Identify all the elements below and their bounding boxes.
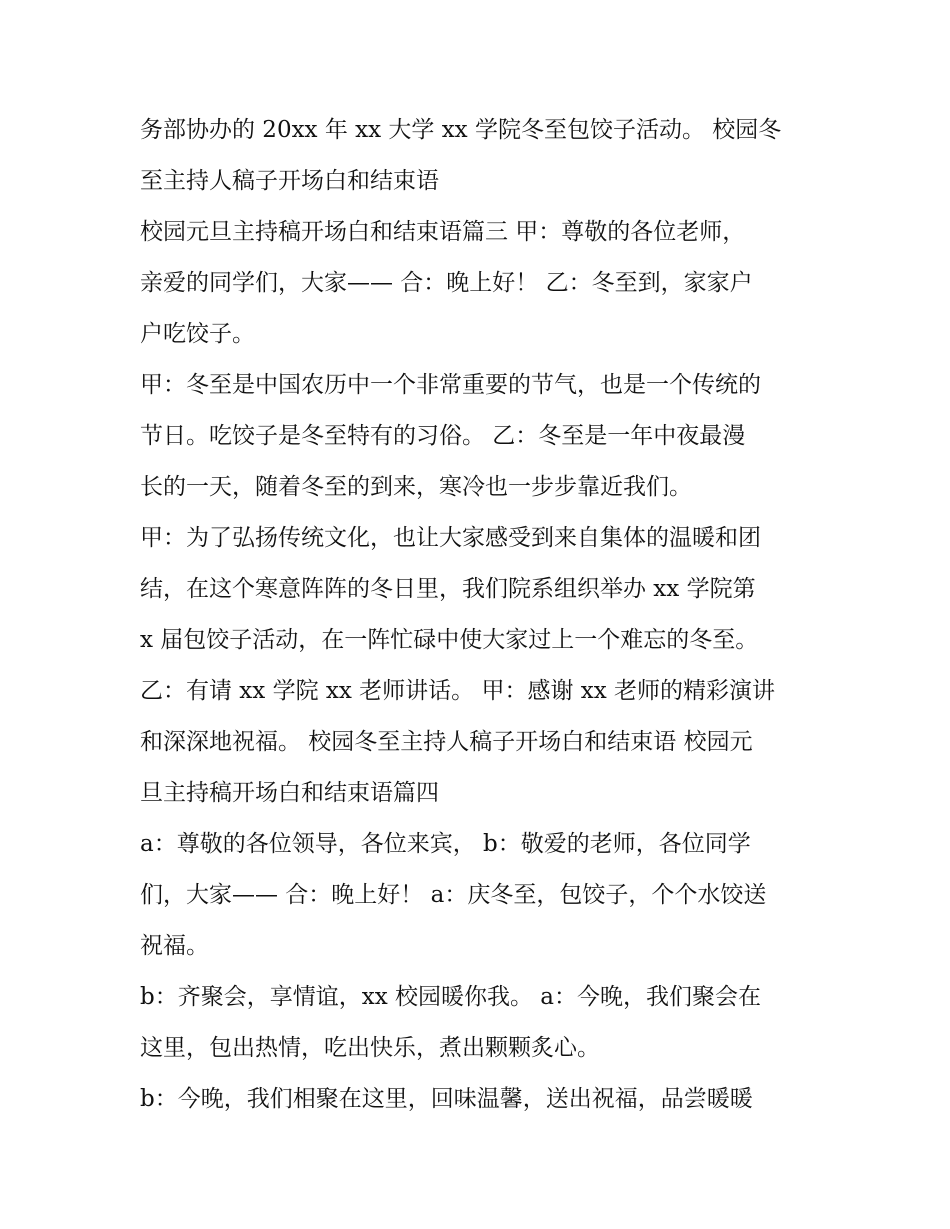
text-line: a：尊敬的各位领导，各位来宾， b：敬爱的老师，各位同学 bbox=[140, 831, 751, 857]
text-line: 甲：冬至是中国农历中一个非常重要的节气，也是一个传统的 bbox=[140, 372, 761, 398]
text-line: 祝福。 bbox=[140, 933, 209, 959]
text-line: b：今晚，我们相聚在这里，回味温馨，送出祝福，品尝暖暖 bbox=[140, 1086, 753, 1112]
text-line: x 届包饺子活动，在一阵忙碌中使大家过上一个难忘的冬至。 bbox=[140, 627, 759, 653]
text-line: 们，大家—— 合：晚上好！ a：庆冬至，包饺子，个个水饺送 bbox=[140, 882, 767, 908]
document-body bbox=[140, 105, 820, 1125]
text-line: 甲：为了弘扬传统文化，也让大家感受到来自集体的温暖和团 bbox=[140, 525, 761, 551]
text-line: 结，在这个寒意阵阵的冬日里，我们院系组织举办 xx 学院第 bbox=[140, 576, 756, 602]
text-line: 这里，包出热情，吃出快乐，煮出颗颗炙心。 bbox=[140, 1035, 600, 1061]
text-line: 长的一天，随着冬至的到来，寒冷也一步步靠近我们。 bbox=[140, 474, 692, 500]
text-line: 户吃饺子。 bbox=[140, 321, 255, 347]
text-line: 乙：有请 xx 学院 xx 老师讲话。 甲：感谢 xx 老师的精彩演讲 bbox=[140, 678, 776, 704]
text-line: 至主持人稿子开场白和结束语 bbox=[140, 168, 439, 194]
text-line: 务部协办的 20xx 年 xx 大学 xx 学院冬至包饺子活动。 校园冬 bbox=[140, 117, 782, 143]
text-line: 校园元旦主持稿开场白和结束语篇三 甲：尊敬的各位老师， bbox=[140, 219, 746, 245]
text-line: b：齐聚会，享情谊，xx 校园暖你我。 a：今晚，我们聚会在 bbox=[140, 984, 761, 1010]
text-line: 旦主持稿开场白和结束语篇四 bbox=[140, 780, 439, 806]
text-line: 节日。吃饺子是冬至特有的习俗。 乙：冬至是一年中夜最漫 bbox=[140, 423, 746, 449]
text-line: 和深深地祝福。 校园冬至主持人稿子开场白和结束语 校园元 bbox=[140, 729, 753, 755]
text-line: 亲爱的同学们，大家—— 合：晚上好！ 乙：冬至到，家家户 bbox=[140, 270, 753, 296]
